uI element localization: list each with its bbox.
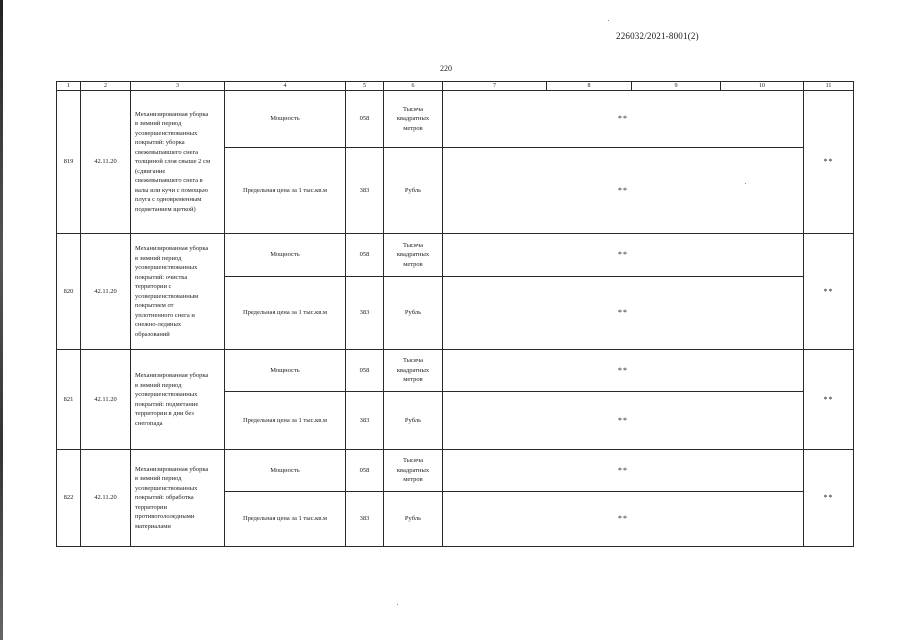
- service-name: Механизированная уборка в зимний период усовершенствованных покрытий: обработка территории противогололедными материалами: [131, 450, 225, 547]
- service-name: Механизированная уборка в зимний период усовершенствованных покрытий: уборка свежевыпавшего снега толщиной слоя свыше 2 см (сдвигание свежевыпавшего снега в валы или кучи с помощью плуга с одновременным подметанием щеткой): [131, 91, 225, 234]
- value-cell: **: [804, 350, 854, 450]
- row-number: 822: [57, 450, 81, 547]
- okei-code: 058: [346, 91, 384, 148]
- column-header: 4: [225, 82, 346, 91]
- table-row: [57, 450, 854, 492]
- okpd-code: 42.11.20: [81, 91, 131, 234]
- value-cell: **: [443, 234, 804, 277]
- table-row: [57, 234, 854, 277]
- indicator: Мощность: [225, 234, 346, 277]
- scan-speck: [397, 604, 398, 605]
- column-header: 10: [721, 82, 804, 91]
- indicator: Мощность: [225, 350, 346, 392]
- column-header: 8: [547, 82, 632, 91]
- okei-code: 383: [346, 392, 384, 450]
- okei-code: 383: [346, 277, 384, 350]
- service-name: Механизированная уборка в зимний период усовершенствованных покрытий: очистка территории с усовершенствованным покрытием от уплотненного снега и снежно-ледяных образований: [131, 234, 225, 350]
- column-header: 9: [632, 82, 721, 91]
- indicator: Предельная цена за 1 тыс.кв.м: [225, 492, 346, 547]
- okpd-code: 42.11.20: [81, 350, 131, 450]
- indicator: Мощность: [225, 450, 346, 492]
- column-header: 5: [346, 82, 384, 91]
- okei-code: 058: [346, 450, 384, 492]
- unit: Тысяча квадратных метров: [384, 350, 443, 392]
- scan-edge: [0, 0, 3, 640]
- column-header: 1: [57, 82, 81, 91]
- indicator: Предельная цена за 1 тыс.кв.м: [225, 277, 346, 350]
- value-cell: **: [443, 450, 804, 492]
- column-header: 7: [443, 82, 547, 91]
- unit: Тысяча квадратных метров: [384, 91, 443, 148]
- column-header: 6: [384, 82, 443, 91]
- okei-code: 383: [346, 148, 384, 234]
- page-number: 220: [440, 64, 452, 73]
- table-row: [57, 350, 854, 392]
- column-header: 2: [81, 82, 131, 91]
- indicator: Предельная цена за 1 тыс.кв.м: [225, 148, 346, 234]
- okei-code: 058: [346, 234, 384, 277]
- document-number: 226032/2021-8001(2): [616, 31, 699, 41]
- value-cell: **: [443, 392, 804, 450]
- scan-speck: [608, 20, 609, 21]
- value-cell: **: [443, 91, 804, 148]
- value-cell: **: [443, 148, 804, 234]
- value-cell: **: [443, 277, 804, 350]
- unit: Тысяча квадратных метров: [384, 234, 443, 277]
- indicator: Мощность: [225, 91, 346, 148]
- value-cell: **: [804, 450, 854, 547]
- value-cell: **: [804, 234, 854, 350]
- price-table: [56, 81, 854, 547]
- indicator: Предельная цена за 1 тыс.кв.м: [225, 392, 346, 450]
- unit: Рубль: [384, 392, 443, 450]
- okei-code: 058: [346, 350, 384, 392]
- unit: Рубль: [384, 148, 443, 234]
- header-row: [57, 82, 854, 91]
- okpd-code: 42.11.20: [81, 450, 131, 547]
- unit: Рубль: [384, 492, 443, 547]
- service-name: Механизированная уборка в зимний период усовершенствованных покрытий: подметание территории в дни без снегопада: [131, 350, 225, 450]
- row-number: 821: [57, 350, 81, 450]
- column-header: 11: [804, 82, 854, 91]
- unit: Тысяча квадратных метров: [384, 450, 443, 492]
- value-cell: **: [804, 91, 854, 234]
- unit: Рубль: [384, 277, 443, 350]
- okei-code: 383: [346, 492, 384, 547]
- row-number: 820: [57, 234, 81, 350]
- row-number: 819: [57, 91, 81, 234]
- okpd-code: 42.11.20: [81, 234, 131, 350]
- value-cell: **: [443, 350, 804, 392]
- value-cell: **: [443, 492, 804, 547]
- column-header: 3: [131, 82, 225, 91]
- table-row: [57, 91, 854, 148]
